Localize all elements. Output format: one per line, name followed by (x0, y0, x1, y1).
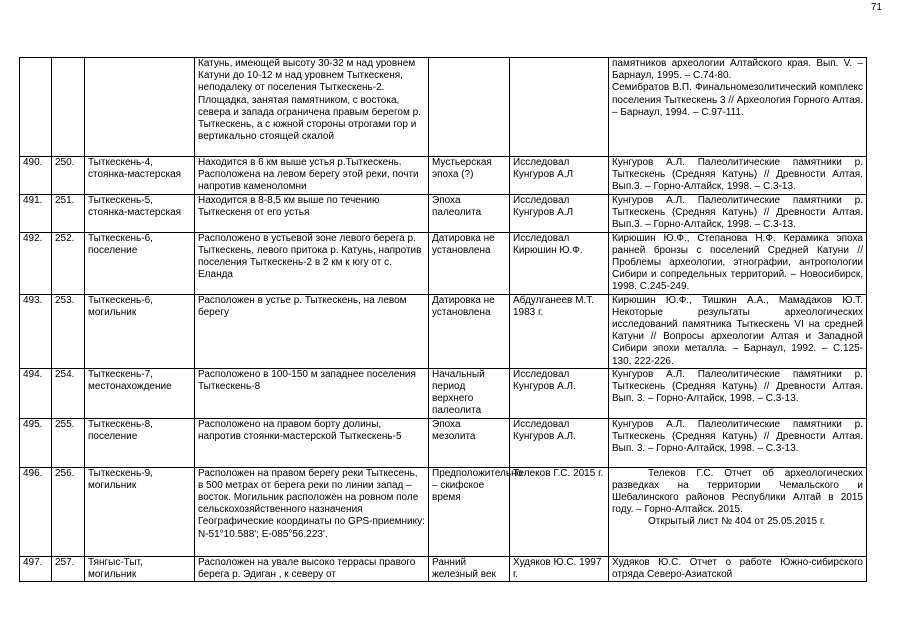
researcher: Исследовал Кунгуров А.Л (510, 157, 609, 195)
literature: Кунгуров А.Л. Палеолитические памятники р. Тыткескень (Средняя Катунь) // Древности Алтая. Вып.3. – Горно-Алтайск, 1998. – С.3-13. (609, 195, 867, 233)
monument-name: Тыткескень-9, могильник (85, 467, 195, 556)
monument-name: Тыткескень-4, стоянка-мастерская (85, 157, 195, 195)
row-number: 497. (20, 556, 52, 581)
researcher: Исследовал Кунгуров А.Л (510, 195, 609, 233)
dating: Предположительно – скифское время (429, 467, 510, 556)
page-number: 71 (870, 2, 882, 13)
monument-name: Тыткескень-6, могильник (85, 294, 195, 368)
row-number: 495. (20, 418, 52, 467)
monument-name: Тыткескень-8, поселение (85, 418, 195, 467)
location-description: Расположено в устьевой зоне левого берега р. Тыткескень, левого притока р. Катунь, напротив поселения Тыткескень-2 в 2 км к югу от с. Еланда (195, 232, 429, 294)
researcher-year: 1983 г. (513, 306, 544, 318)
monument-number: 250. (52, 157, 85, 195)
monument-number: 257. (52, 556, 85, 581)
literature-entry: памятников археологии Алтайского края. Вып. V. – Барнаул, 1995. – С.74-80. (612, 58, 863, 82)
table-row (20, 157, 867, 195)
location-description: Находится в 6 км выше устья р.Тыткескень. Расположена на левом берегу этой реки, почти напротив каменоломни (195, 157, 429, 195)
literature: Кунгуров А.Л. Палеолитические памятники р. Тыткескень (Средняя Катунь) // Древности Алтая. Вып. 3. – Горно-Алтайск, 1998. – С.3-13. (609, 418, 867, 467)
table-row (20, 556, 867, 581)
researcher: Исследовал Кунгуров А.Л. (510, 418, 609, 467)
row-number: 493. (20, 294, 52, 368)
dating: Эпоха мезолита (429, 418, 510, 467)
monument-number: 254. (52, 368, 85, 418)
monument-name: Тыткескень-5, стоянка-мастерская (85, 195, 195, 233)
dating: Датировка не установлена (429, 232, 510, 294)
researcher (510, 58, 609, 157)
row-number: 496. (20, 467, 52, 556)
literature-entry: Открытый лист № 404 от 25.05.2015 г. (648, 516, 826, 528)
table-row (20, 467, 867, 556)
location-description: Расположен на увале высоко террасы правого берега р. Эдиган , к северу от (195, 556, 429, 581)
literature (609, 467, 867, 556)
location-description: Расположено на правом борту долины, напротив стоянки-мастерской Тыткескень-5 (195, 418, 429, 467)
monument-name: Тянгыс-Тыт, могильник (85, 556, 195, 581)
literature-entry: Телеков Г.С. Отчет об археологических разведках на территории Чемальского и Шебалинского районов Республики Алтай в 2015 году. – Горно-Алтайск. 2015. (612, 467, 863, 516)
literature: Кунгуров А.Л. Палеолитические памятники р. Тыткескень (Средняя Катунь) // Древности Алтая. Вып. 3. – Горно-Алтайск, 1998. – С.3-13. (609, 368, 867, 418)
table-row (20, 195, 867, 233)
researcher: Исследовал Кунгуров А.Л. (510, 368, 609, 418)
literature: Кунгуров А.Л. Палеолитические памятники р. Тыткескень (Средняя Катунь) // Древности Алтая. Вып.3. – Горно-Алтайск, 1998. – С.3-13. (609, 157, 867, 195)
dating (429, 58, 510, 157)
row-number: 491. (20, 195, 52, 233)
location-description: Катунь, имеющей высоту 30-32 м над уровнем Катуни до 10-12 м над уровнем Тыткескеня, неподалеку от поселения Тыткескень-2. Площадка, занятая памятником, с востока, севера и запада ограничена правым берегом р. Тыткескень, а с южной стороны отрогами гор и вертикально стоящей скалой (195, 58, 429, 157)
monument-number: 256. (52, 467, 85, 556)
literature (609, 58, 867, 157)
dating: Эпоха палеолита (429, 195, 510, 233)
table-row (20, 58, 867, 157)
researcher-name: Абдулганеев М.Т. (513, 294, 595, 306)
monument-number: 252. (52, 232, 85, 294)
researcher: Худяков Ю.С. 1997 г. (510, 556, 609, 581)
row-number (20, 58, 52, 157)
table-row (20, 232, 867, 294)
researcher: Исследовал Кирюшин Ю.Ф. (510, 232, 609, 294)
literature: Худяков Ю.С. Отчет о работе Южно-сибирского отряда Северо-Азиатской (609, 556, 867, 581)
location-description: Расположен в устье р. Тыткескень, на левом берегу (195, 294, 429, 368)
literature: Кирюшин Ю.Ф., Тишкин А.А., Мамадаков Ю.Т. Некоторые результаты археологических исследований памятника Тыткескень VI на средней Катуни // Вопросы археологии Алтая и Западной Сибири эпохи металла. – Барнаул, 1992. – С.125-130, 222-226. (609, 294, 867, 368)
monument-name: Тыткескень-6, поселение (85, 232, 195, 294)
location-description: Расположен на правом берегу реки Тыткесень, в 500 метрах от берега реки по линии запад – восток. Могильник расположен на ровном поле сельскохозяйственного назначения Географические координаты по GPS-приемнику: N-51°10.588'; E-085°56.223'. (195, 467, 429, 556)
monument-name (85, 58, 195, 157)
literature-entry: Семибратов В.П. Финальномезолитический комплекс поселения Тыткескень 3 // Археология Горного Алтая. – Барнаул, 1994. – С.97-111. (612, 82, 863, 118)
dating: Ранний железный век (429, 556, 510, 581)
monument-number (52, 58, 85, 157)
dating: Мустьерская эпоха (?) (429, 157, 510, 195)
row-number: 494. (20, 368, 52, 418)
researcher: Телеков Г.С. 2015 г. (510, 467, 609, 556)
location-description: Расположено в 100-150 м западнее поселения Тыткескень-8 (195, 368, 429, 418)
monuments-table (19, 57, 867, 582)
monument-number: 251. (52, 195, 85, 233)
literature: Кирюшин Ю.Ф., Степанова Н.Ф. Керамика эпоха ранней бронзы с поселений Средней Катуни // Проблемы археологии, этнографии, антропологии Сибири и сопредельных территорий. – Новосибирск, 1998. С.245-249. (609, 232, 867, 294)
row-number: 490. (20, 157, 52, 195)
location-description: Находится в 8-8,5 км выше по течению Тыткескеня от его устья (195, 195, 429, 233)
dating: Начальный период верхнего палеолита (429, 368, 510, 418)
monument-number: 255. (52, 418, 85, 467)
table-row (20, 418, 867, 467)
row-number: 492. (20, 232, 52, 294)
table-row (20, 368, 867, 418)
monument-name: Тыткескень-7, местонахождение (85, 368, 195, 418)
monument-number: 253. (52, 294, 85, 368)
researcher (510, 294, 609, 368)
table-row (20, 294, 867, 368)
dating: Датировка не установлена (429, 294, 510, 368)
